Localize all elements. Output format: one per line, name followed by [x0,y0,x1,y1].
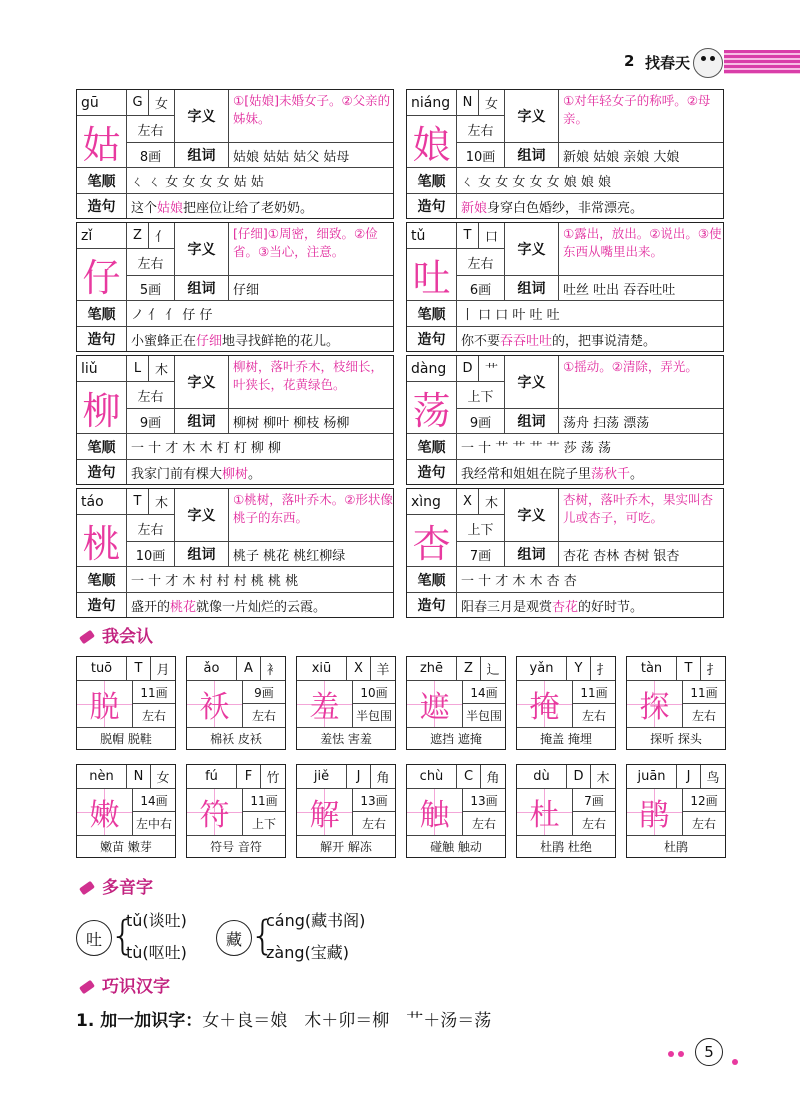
index-letter: G [127,90,149,116]
radical: 木 [479,489,505,515]
structure: 左右 [581,817,606,831]
sentence-text: 我经常和姐姐在院子里 荡秋千 。 [457,460,723,484]
strokes-label: 笔顺 [407,301,457,327]
brace-icon: { [110,913,136,959]
index-letter: F [237,765,261,789]
index-letter: D [457,356,479,382]
character-card [76,89,394,219]
meaning-text: ①[姑娘]未婚女子。②父亲的姊妹。 [229,90,393,143]
radical: 竹 [261,765,285,789]
structure: 左右 [251,709,276,723]
pinyin: tuō [77,657,127,681]
strokes-label: 笔顺 [407,168,457,194]
stroke-count: 11画 [683,681,725,704]
structure: 左右 [691,709,716,723]
sentence-text: 阳春三月是观赏 杏花 的好时节。 [457,593,723,617]
character-card [76,355,394,485]
words-text: 脱帽 脱鞋 [77,727,175,749]
stroke-count: 7画 [457,542,505,567]
index-letter: X [457,489,479,515]
radical: 女 [479,90,505,116]
recognize-card [296,656,396,750]
sentence-label: 造句 [77,327,127,351]
structure: 左右 [127,515,175,542]
radical: 木 [591,765,615,789]
section-smart-title: 巧识汉字 [80,972,170,997]
structure: 半包围 [465,709,502,723]
meaning-label: 字义 [175,356,229,409]
recognize-card [516,764,616,858]
pinyin: ǎo [187,657,237,681]
main-character: 解 [297,789,353,835]
radical: 口 [479,223,505,249]
polyphone-char: 吐 [76,920,112,956]
words-label: 组词 [505,143,559,168]
page-header [0,44,800,86]
polyphone-char: 藏 [216,920,252,956]
meaning-text: ①摇动。②清除，弄光。 [559,356,723,409]
words-label: 组词 [505,276,559,301]
words-text: 姑娘 姑姑 姑父 姑母 [229,143,393,168]
main-character: 鹃 [627,789,683,835]
structure: 左右 [141,709,166,723]
stroke-count: 6画 [457,276,505,301]
meaning-label: 字义 [175,489,229,542]
radical: 月 [151,657,175,681]
pinyin: yǎn [517,657,567,681]
structure: 上下 [457,382,505,409]
radical: 扌 [591,657,615,681]
stroke-order: 一 十 艹 艹 艹 艹 莎 荡 荡 [457,434,723,460]
index-letter: N [127,765,151,789]
stroke-count: 5画 [127,276,175,301]
stroke-order: ㄑ 女 女 女 女 女 娘 娘 娘 [457,168,723,194]
recognize-card [76,764,176,858]
words-text: 碰触 触动 [407,835,505,857]
sentence-label: 造句 [407,194,457,218]
index-letter: T [127,489,149,515]
strokes-label: 笔顺 [77,434,127,460]
meaning-label: 字义 [505,223,559,276]
radical: 角 [371,765,395,789]
sentence-label: 造句 [407,460,457,484]
main-character: 桃 [77,515,127,567]
pinyin: tǔ [407,223,457,249]
recognize-card [626,656,726,750]
words-text: 探听 探头 [627,727,725,749]
structure: 左右 [127,382,175,409]
pinyin: xìng [407,489,457,515]
exercise-text: 女＋良＝娘 木＋卯＝柳 艹＋汤＝荡 [202,1011,492,1031]
structure: 半包围 [355,709,392,723]
stroke-count: 7画 [573,789,615,812]
main-character: 符 [187,789,243,835]
recognize-card [626,764,726,858]
lesson-number: 2 [624,52,635,70]
index-letter: A [237,657,261,681]
radical: 女 [151,765,175,789]
pinyin: juān [627,765,677,789]
index-letter: D [567,765,591,789]
sentence-highlight: 荡秋千 [591,466,631,482]
stroke-count: 13画 [353,789,395,812]
index-letter: T [677,657,701,681]
strokes-label: 笔顺 [77,168,127,194]
stroke-count: 11画 [243,789,285,812]
radical: 衤 [261,657,285,681]
structure: 上下 [457,515,505,542]
main-character: 脱 [77,681,133,727]
sentence-highlight: 杏花 [552,599,579,615]
structure: 左右 [127,116,175,143]
main-character: 柳 [77,382,127,434]
sentence-highlight: 新娘 [461,200,488,216]
index-letter: Y [567,657,591,681]
polyphone-reading: tù(呕吐) [126,943,187,962]
structure: 左右 [471,817,496,831]
stroke-count: 9画 [457,409,505,434]
main-character: 羞 [297,681,353,727]
words-label: 组词 [175,143,229,168]
strokes-label: 笔顺 [407,567,457,593]
brace-icon: { [250,913,276,959]
sentence-text: 我家门前有棵大 柳树 。 [127,460,393,484]
meaning-label: 字义 [175,223,229,276]
sentence-label: 造句 [77,593,127,617]
words-text: 仔细 [229,276,393,301]
stroke-count: 13画 [463,789,505,812]
section-recognize-title: 我会认 [80,622,153,647]
recognize-card [296,764,396,858]
sentence-label: 造句 [77,194,127,218]
main-character: 姑 [77,116,127,168]
character-card [76,222,394,352]
sentence-highlight: 姑娘 [157,200,184,216]
stroke-order: 一 十 才 木 村 村 村 桃 桃 桃 [127,567,393,593]
index-letter: Z [457,657,481,681]
stroke-count: 11画 [573,681,615,704]
words-text: 符号 音符 [187,835,285,857]
main-character: 荡 [407,382,457,434]
sentence-highlight: 仔细 [196,333,223,349]
pinyin: dù [517,765,567,789]
pinyin: xiū [297,657,347,681]
character-card [406,89,724,219]
structure: 上下 [251,817,276,831]
structure: 左中右 [135,817,172,831]
words-text: 吐丝 吐出 吞吞吐吐 [559,276,723,301]
meaning-text: [仔细]①周密，细致。②俭省。③当心，注意。 [229,223,393,276]
meaning-label: 字义 [505,489,559,542]
radical: 女 [149,90,175,116]
main-character: 杏 [407,515,457,567]
meaning-label: 字义 [505,356,559,409]
sentence-label: 造句 [407,593,457,617]
strokes-label: 笔顺 [407,434,457,460]
stroke-count: 10画 [127,542,175,567]
pen-icon [79,881,95,896]
main-character: 杜 [517,789,573,835]
strokes-label: 笔顺 [77,301,127,327]
radical: 鸟 [701,765,725,789]
structure: 左右 [581,709,606,723]
index-letter: J [677,765,701,789]
main-character: 嫩 [77,789,133,835]
mascot-icon [693,48,723,78]
pinyin: tàn [627,657,677,681]
character-card [406,488,724,618]
recognize-card [186,764,286,858]
stroke-count: 11画 [133,681,175,704]
strokes-label: 笔顺 [77,567,127,593]
index-letter: C [457,765,481,789]
main-character: 探 [627,681,683,727]
index-letter: J [347,765,371,789]
words-text: 柳树 柳叶 柳枝 杨柳 [229,409,393,434]
main-character: 掩 [517,681,573,727]
stroke-count: 14画 [133,789,175,812]
stroke-count: 12画 [683,789,725,812]
sentence-highlight: 桃花 [170,599,197,615]
stroke-order: ㄑ ㄑ 女 女 女 女 姑 姑 [127,168,393,194]
sentence-highlight: 柳树 [222,466,249,482]
meaning-text: ①对年轻女子的称呼。②母亲。 [559,90,723,143]
structure: 左右 [691,817,716,831]
words-text: 棉袄 皮袄 [187,727,285,749]
words-label: 组词 [175,409,229,434]
meaning-label: 字义 [175,90,229,143]
recognize-card [76,656,176,750]
words-text: 杜鹃 [627,835,725,857]
section-polyphone-title: 多音字 [80,873,153,898]
pinyin: niáng [407,90,457,116]
stroke-count: 8画 [127,143,175,168]
character-card [76,488,394,618]
main-character: 袄 [187,681,243,727]
polyphone-reading: zàng(宝藏) [266,943,349,962]
radical: 艹 [479,356,505,382]
pinyin: nèn [77,765,127,789]
index-letter: L [127,356,149,382]
radical: 扌 [701,657,725,681]
main-character: 吐 [407,249,457,301]
pinyin: táo [77,489,127,515]
meaning-label: 字义 [505,90,559,143]
main-character: 触 [407,789,463,835]
radical: 木 [149,489,175,515]
words-text: 羞怯 害羞 [297,727,395,749]
radical: 亻 [149,223,175,249]
sentence-text: 你不要 吞吞吐吐 的，把事说清楚。 [457,327,723,351]
radical: 角 [481,765,505,789]
words-label: 组词 [505,542,559,567]
page-number: 5 [695,1038,723,1066]
pen-icon [79,980,95,995]
pinyin: zhē [407,657,457,681]
stroke-order: 丨 口 口 叶 吐 吐 [457,301,723,327]
sentence-highlight: 吞吞吐吐 [500,333,553,349]
index-letter: T [127,657,151,681]
stroke-count: 14画 [463,681,505,704]
pinyin: liǔ [77,356,127,382]
lesson-title: 找春天 [645,54,691,72]
words-label: 组词 [175,276,229,301]
stroke-count: 10画 [353,681,395,704]
words-text: 遮挡 遮掩 [407,727,505,749]
meaning-text: 柳树，落叶乔木，枝细长，叶狭长，花黄绿色。 [229,356,393,409]
recognize-card [406,764,506,858]
radical: 羊 [371,657,395,681]
words-text: 新娘 姑娘 亲娘 大娘 [559,143,723,168]
stroke-order: 一 十 才 木 木 杏 杏 [457,567,723,593]
recognize-card [406,656,506,750]
index-letter: N [457,90,479,116]
words-label: 组词 [175,542,229,567]
words-text: 掩盖 掩埋 [517,727,615,749]
header-band [724,50,800,74]
sentence-label: 造句 [407,327,457,351]
exercise-label: 1. 加一加识字： [76,1011,203,1031]
recognize-card [186,656,286,750]
structure: 左右 [457,249,505,276]
words-label: 组词 [505,409,559,434]
sentence-text: 小蜜蜂正在 仔细 地寻找鲜艳的花儿。 [127,327,393,351]
sentence-label: 造句 [77,460,127,484]
character-card [406,355,724,485]
words-text: 杜鹃 杜绝 [517,835,615,857]
pinyin: fú [187,765,237,789]
words-text: 荡舟 扫荡 漂荡 [559,409,723,434]
index-letter: T [457,223,479,249]
sentence-text: 新娘 身穿白色婚纱，非常漂亮。 [457,194,723,218]
pinyin: dàng [407,356,457,382]
stroke-count: 9画 [127,409,175,434]
exercise-line [76,1006,491,1031]
pinyin: zǐ [77,223,127,249]
pinyin: jiě [297,765,347,789]
stroke-order: ノ 亻 亻 仔 仔 [127,301,393,327]
meaning-text: ①露出，放出。②说出。③使东西从嘴里出来。 [559,223,723,276]
sentence-text: 盛开的 桃花 就像一片灿烂的云霞。 [127,593,393,617]
sentence-text: 这个 姑娘 把座位让给了老奶奶。 [127,194,393,218]
meaning-text: 杏树，落叶乔木，果实叫杏儿或杏子，可吃。 [559,489,723,542]
structure: 左右 [457,116,505,143]
main-character: 遮 [407,681,463,727]
pen-icon [79,630,95,645]
meaning-text: ①桃树，落叶乔木。②形状像桃子的东西。 [229,489,393,542]
radical: 辶 [481,657,505,681]
index-letter: Z [127,223,149,249]
radical: 木 [149,356,175,382]
polyphone-reading: cáng(藏书阁) [266,911,366,930]
words-text: 解开 解冻 [297,835,395,857]
structure: 左右 [361,817,386,831]
pinyin: chù [407,765,457,789]
stroke-count: 10画 [457,143,505,168]
index-letter: X [347,657,371,681]
words-text: 嫩苗 嫩芽 [77,835,175,857]
words-text: 桃子 桃花 桃红柳绿 [229,542,393,567]
structure: 左右 [127,249,175,276]
character-card [406,222,724,352]
stroke-count: 9画 [243,681,285,704]
polyphone-reading: tǔ(谈吐) [126,911,187,930]
words-text: 杏花 杏林 杏树 银杏 [559,542,723,567]
pinyin: gū [77,90,127,116]
main-character: 仔 [77,249,127,301]
stroke-order: 一 十 才 木 木 朾 朾 柳 柳 [127,434,393,460]
recognize-card [516,656,616,750]
main-character: 娘 [407,116,457,168]
